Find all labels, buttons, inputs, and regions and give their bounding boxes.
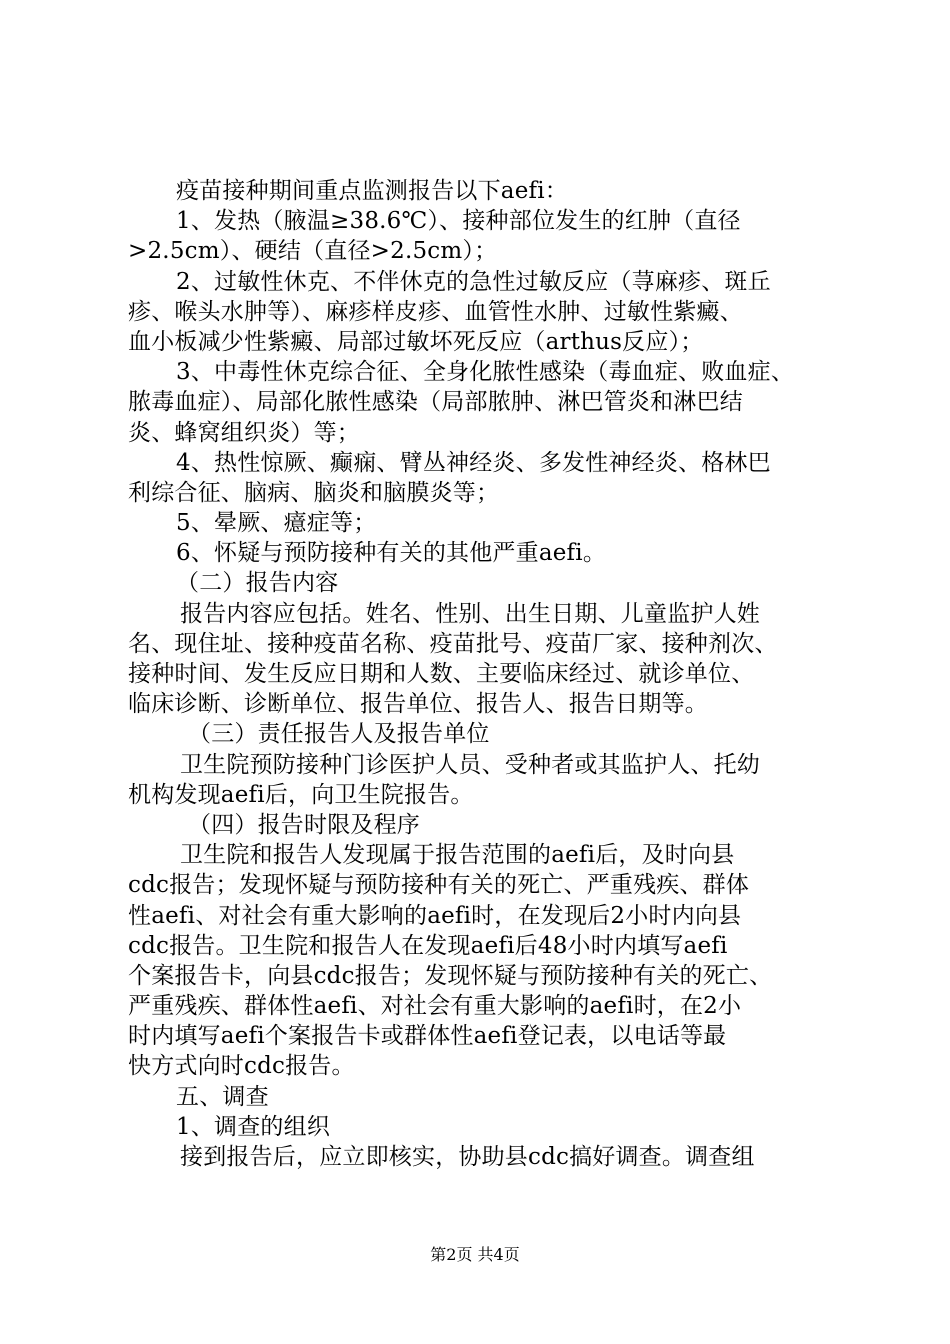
text-line: 1、发热（腋温≥38.6℃）、接种部位发生的红肿（直径 (176, 208, 741, 235)
text-line: 接种时间、发生反应日期和人数、主要临床经过、就诊单位、 (128, 661, 755, 687)
text-line: 血小板减少性紫癜、局部过敏坏死反应（arthus反应）； (128, 328, 704, 355)
page-number-footer: 第2页 共4页 (430, 1245, 520, 1264)
section-heading: 1、调查的组织 (176, 1113, 331, 1140)
text-line: 3、中毒性休克综合征、全身化脓性感染（毒血症、败血症、 (176, 359, 795, 386)
text-line: 4、热性惊厥、癫痫、臂丛神经炎、多发性神经炎、格林巴 (176, 449, 771, 476)
text-line: 脓毒血症）、局部化脓性感染（局部脓肿、淋巴管炎和淋巴结 (128, 389, 743, 416)
text-line: 5、晕厥、癔症等； (176, 510, 377, 537)
section-heading: （三）责任报告人及报告单位 (188, 721, 490, 748)
text-line: 快方式向时cdc报告。 (128, 1053, 355, 1080)
text-line: 卫生院和报告人发现属于报告范围的aefi后，及时向县 (180, 842, 735, 869)
text-line: 6、怀疑与预防接种有关的其他严重aefi。 (176, 540, 607, 567)
text-line: 炎、蜂窝组织炎）等； (128, 419, 360, 446)
text-line: >2.5cm）、硬结（直径>2.5cm）； (128, 238, 498, 265)
text-line: 名、现住址、接种疫苗名称、疫苗批号、疫苗厂家、接种剂次、 (128, 630, 778, 657)
text-line: 2、过敏性休克、不伴休克的急性过敏反应（荨麻疹、斑丘 (176, 268, 771, 295)
document-body (128, 176, 834, 1172)
text-line: 性aefi、对社会有重大影响的aefi时，在发现后2小时内向县 (128, 902, 742, 929)
text-line: 卫生院预防接种门诊医护人员、受种者或其监护人、托幼 (180, 751, 760, 778)
text-line: 接到报告后，应立即核实，协助县cdc搞好调查。调查组 (180, 1144, 755, 1170)
text-line: 机构发现aefi后，向卫生院报告。 (128, 781, 474, 808)
text-line: 临床诊断、诊断单位、报告单位、报告人、报告日期等。 (128, 691, 708, 718)
text-line: 利综合征、脑病、脑炎和脑膜炎等； (128, 479, 500, 506)
section-heading: 五、调查 (176, 1083, 269, 1110)
text-line: cdc报告。卫生院和报告人在发现aefi后48小时内填写aefi (128, 932, 728, 959)
text-line: 个案报告卡，向县cdc报告；发现怀疑与预防接种有关的死亡、 (128, 962, 773, 989)
text-line: 严重残疾、群体性aefi、对社会有重大影响的aefi时，在2小 (128, 993, 742, 1020)
text-line: 时内填写aefi个案报告卡或群体性aefi登记表，以电话等最 (128, 1023, 727, 1050)
section-heading: （二）报告内容 (176, 570, 339, 597)
text-line: 报告内容应包括。姓名、性别、出生日期、儿童监护人姓 (180, 600, 760, 627)
text-line: 疹、喉头水肿等）、麻疹样皮疹、血管性水肿、过敏性紫癜、 (128, 298, 743, 325)
text-line: cdc报告；发现怀疑与预防接种有关的死亡、严重残疾、群体 (128, 872, 750, 899)
text-line: 疫苗接种期间重点监测报告以下aefi： (176, 178, 568, 204)
section-heading: （四）报告时限及程序 (188, 811, 420, 838)
